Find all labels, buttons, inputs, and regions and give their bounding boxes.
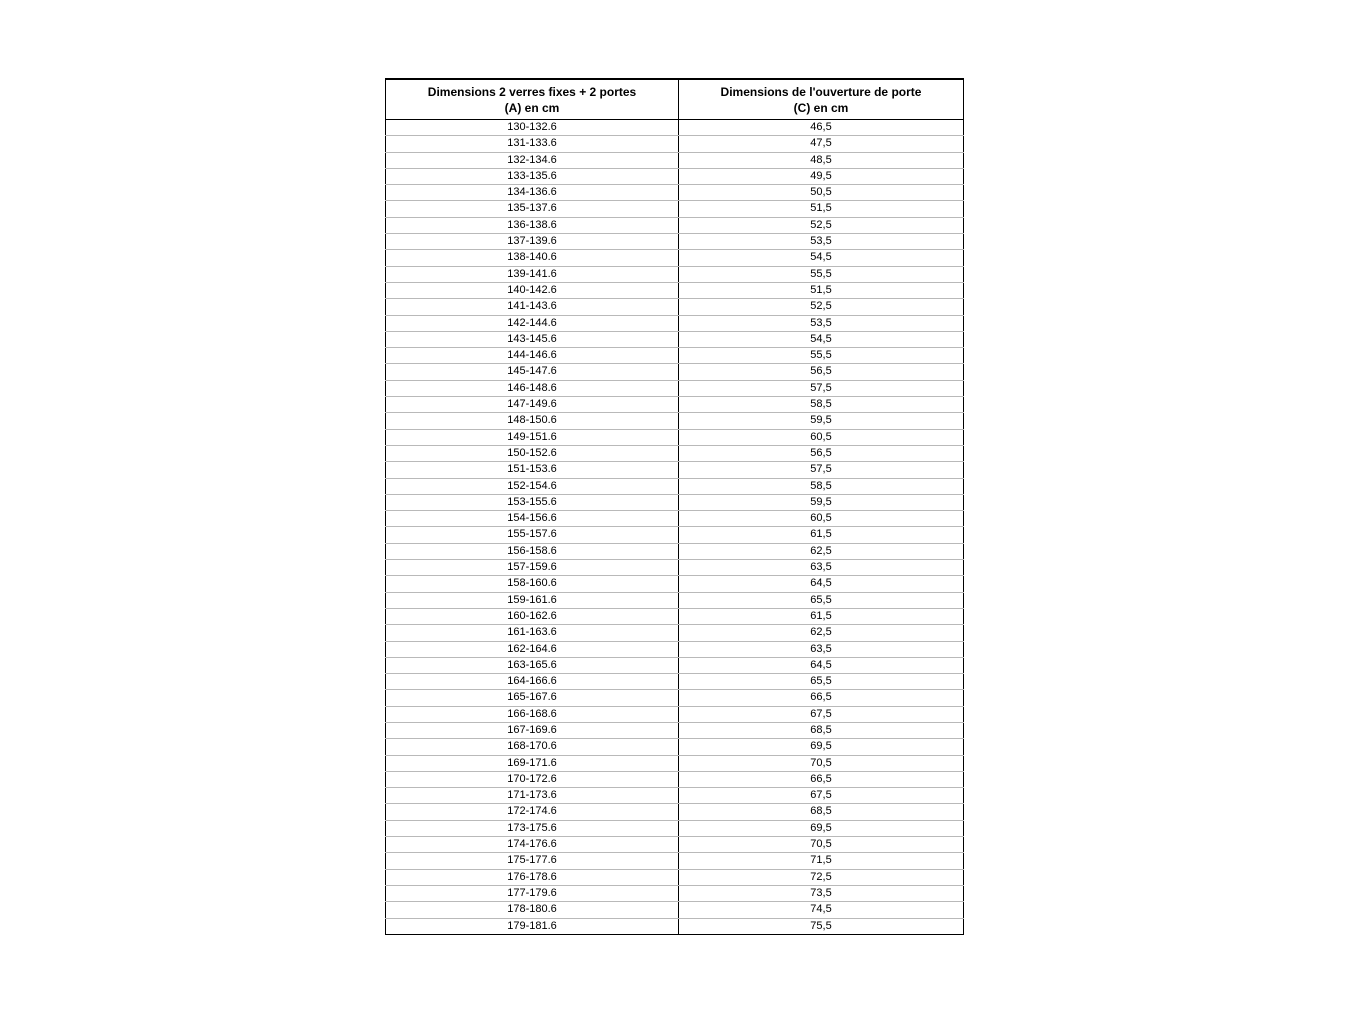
cell-dimension-a: 161-163.6 xyxy=(386,625,679,641)
header-dimension-c xyxy=(679,79,964,120)
cell-dimension-a: 157-159.6 xyxy=(386,560,679,576)
table-body xyxy=(386,120,964,935)
cell-dimension-c: 71,5 xyxy=(679,853,964,869)
header-dimension-a-line2: (A) en cm xyxy=(504,100,560,115)
table-row xyxy=(386,690,964,706)
cell-dimension-c: 68,5 xyxy=(679,804,964,820)
cell-dimension-c: 46,5 xyxy=(679,120,964,136)
table-row xyxy=(386,364,964,380)
cell-dimension-c: 57,5 xyxy=(679,380,964,396)
cell-dimension-c: 64,5 xyxy=(679,657,964,673)
table-row xyxy=(386,820,964,836)
cell-dimension-c: 73,5 xyxy=(679,885,964,901)
cell-dimension-a: 147-149.6 xyxy=(386,397,679,413)
cell-dimension-a: 156-158.6 xyxy=(386,543,679,559)
cell-dimension-c: 58,5 xyxy=(679,397,964,413)
table-row xyxy=(386,674,964,690)
table-row xyxy=(386,576,964,592)
cell-dimension-a: 154-156.6 xyxy=(386,511,679,527)
header-dimension-a xyxy=(386,79,679,120)
cell-dimension-c: 53,5 xyxy=(679,315,964,331)
cell-dimension-a: 141-143.6 xyxy=(386,299,679,315)
cell-dimension-c: 67,5 xyxy=(679,788,964,804)
table-row xyxy=(386,755,964,771)
cell-dimension-a: 142-144.6 xyxy=(386,315,679,331)
table-row xyxy=(386,429,964,445)
table-row xyxy=(386,837,964,853)
cell-dimension-a: 171-173.6 xyxy=(386,788,679,804)
table-row xyxy=(386,625,964,641)
table-row xyxy=(386,494,964,510)
table-row xyxy=(386,527,964,543)
dimensions-table xyxy=(385,78,964,935)
cell-dimension-c: 54,5 xyxy=(679,250,964,266)
table-row xyxy=(386,250,964,266)
table-row xyxy=(386,282,964,298)
cell-dimension-a: 131-133.6 xyxy=(386,136,679,152)
cell-dimension-a: 143-145.6 xyxy=(386,331,679,347)
cell-dimension-a: 132-134.6 xyxy=(386,152,679,168)
cell-dimension-c: 47,5 xyxy=(679,136,964,152)
table-row xyxy=(386,315,964,331)
table-row xyxy=(386,722,964,738)
cell-dimension-c: 66,5 xyxy=(679,771,964,787)
cell-dimension-a: 137-139.6 xyxy=(386,234,679,250)
cell-dimension-a: 176-178.6 xyxy=(386,869,679,885)
cell-dimension-c: 61,5 xyxy=(679,608,964,624)
cell-dimension-c: 56,5 xyxy=(679,364,964,380)
table-row xyxy=(386,608,964,624)
cell-dimension-a: 140-142.6 xyxy=(386,282,679,298)
cell-dimension-a: 155-157.6 xyxy=(386,527,679,543)
table-row xyxy=(386,462,964,478)
table-row xyxy=(386,853,964,869)
cell-dimension-c: 68,5 xyxy=(679,722,964,738)
cell-dimension-a: 163-165.6 xyxy=(386,657,679,673)
table-row xyxy=(386,299,964,315)
cell-dimension-c: 48,5 xyxy=(679,152,964,168)
cell-dimension-c: 58,5 xyxy=(679,478,964,494)
table-row xyxy=(386,869,964,885)
table-row xyxy=(386,331,964,347)
cell-dimension-c: 59,5 xyxy=(679,494,964,510)
cell-dimension-c: 50,5 xyxy=(679,185,964,201)
cell-dimension-c: 52,5 xyxy=(679,299,964,315)
table-row xyxy=(386,234,964,250)
cell-dimension-c: 66,5 xyxy=(679,690,964,706)
cell-dimension-a: 179-181.6 xyxy=(507,919,557,932)
table-row xyxy=(386,641,964,657)
header-dimension-c-line1: Dimensions de l'ouverture de porte xyxy=(720,84,922,99)
cell-dimension-c: 69,5 xyxy=(679,739,964,755)
cell-dimension-c: 65,5 xyxy=(679,674,964,690)
cell-dimension-a: 168-170.6 xyxy=(386,739,679,755)
table-row xyxy=(386,120,964,136)
cell-dimension-a: 173-175.6 xyxy=(386,820,679,836)
table-row xyxy=(386,560,964,576)
cell-dimension-a: 130-132.6 xyxy=(386,120,679,136)
table-row xyxy=(386,543,964,559)
cell-dimension-a: 178-180.6 xyxy=(386,902,679,918)
cell-dimension-a: 150-152.6 xyxy=(386,445,679,461)
cell-dimension-a: 149-151.6 xyxy=(386,429,679,445)
cell-dimension-a: 175-177.6 xyxy=(386,853,679,869)
cell-dimension-c: 53,5 xyxy=(679,234,964,250)
cell-dimension-a: 159-161.6 xyxy=(386,592,679,608)
cell-dimension-c: 60,5 xyxy=(679,511,964,527)
table-row xyxy=(386,168,964,184)
table-row xyxy=(386,771,964,787)
cell-dimension-c: 63,5 xyxy=(679,641,964,657)
cell-dimension-a: 148-150.6 xyxy=(386,413,679,429)
cell-dimension-c: 55,5 xyxy=(679,266,964,282)
table-row xyxy=(386,804,964,820)
cell-dimension-a: 151-153.6 xyxy=(386,462,679,478)
table-row xyxy=(386,739,964,755)
cell-dimension-c: 70,5 xyxy=(679,837,964,853)
header-dimension-a-line1: Dimensions 2 verres fixes + 2 portes xyxy=(427,84,637,99)
cell-dimension-a: 136-138.6 xyxy=(386,217,679,233)
cell-dimension-a: 135-137.6 xyxy=(386,201,679,217)
table-row xyxy=(386,918,964,934)
cell-dimension-c: 65,5 xyxy=(679,592,964,608)
table-row xyxy=(386,788,964,804)
cell-dimension-c: 51,5 xyxy=(679,201,964,217)
table-row xyxy=(386,136,964,152)
cell-dimension-a: 145-147.6 xyxy=(386,364,679,380)
cell-dimension-c: 63,5 xyxy=(679,560,964,576)
table-row xyxy=(386,201,964,217)
cell-dimension-a: 170-172.6 xyxy=(386,771,679,787)
cell-dimension-a: 153-155.6 xyxy=(386,494,679,510)
cell-dimension-c: 70,5 xyxy=(679,755,964,771)
table-row xyxy=(386,885,964,901)
cell-dimension-c: 55,5 xyxy=(679,348,964,364)
table-row xyxy=(386,152,964,168)
cell-dimension-c: 72,5 xyxy=(679,869,964,885)
table-row xyxy=(386,397,964,413)
cell-dimension-a: 165-167.6 xyxy=(386,690,679,706)
cell-dimension-a: 162-164.6 xyxy=(386,641,679,657)
header-row xyxy=(386,79,964,120)
table-row xyxy=(386,348,964,364)
cell-dimension-a: 144-146.6 xyxy=(386,348,679,364)
cell-dimension-c: 64,5 xyxy=(679,576,964,592)
cell-dimension-a: 152-154.6 xyxy=(386,478,679,494)
cell-dimension-a: 139-141.6 xyxy=(386,266,679,282)
table-row xyxy=(386,185,964,201)
cell-dimension-a: 134-136.6 xyxy=(386,185,679,201)
dimensions-table-container xyxy=(385,78,963,935)
table-row xyxy=(386,592,964,608)
cell-dimension-a: 133-135.6 xyxy=(386,168,679,184)
cell-dimension-c: 51,5 xyxy=(679,282,964,298)
cell-dimension-c: 67,5 xyxy=(679,706,964,722)
cell-dimension-c: 62,5 xyxy=(679,543,964,559)
table-row xyxy=(386,217,964,233)
cell-dimension-a: 158-160.6 xyxy=(386,576,679,592)
header-dimension-c-line2: (C) en cm xyxy=(793,100,849,115)
table-row xyxy=(386,445,964,461)
cell-dimension-c: 52,5 xyxy=(679,217,964,233)
cell-dimension-c: 60,5 xyxy=(679,429,964,445)
cell-dimension-c: 57,5 xyxy=(679,462,964,478)
table-row xyxy=(386,266,964,282)
table-row xyxy=(386,706,964,722)
cell-dimension-a: 174-176.6 xyxy=(386,837,679,853)
cell-dimension-c: 61,5 xyxy=(679,527,964,543)
cell-dimension-c: 54,5 xyxy=(679,331,964,347)
cell-dimension-c: 75,5 xyxy=(679,918,964,934)
table-row xyxy=(386,511,964,527)
cell-dimension-c: 56,5 xyxy=(679,445,964,461)
table-row xyxy=(386,657,964,673)
cell-dimension-a: 146-148.6 xyxy=(386,380,679,396)
cell-dimension-c: 49,5 xyxy=(679,168,964,184)
cell-dimension-a: 172-174.6 xyxy=(386,804,679,820)
table-row xyxy=(386,902,964,918)
cell-dimension-a: 164-166.6 xyxy=(386,674,679,690)
cell-dimension-c: 74,5 xyxy=(679,902,964,918)
cell-dimension-a: 169-171.6 xyxy=(386,755,679,771)
table-row xyxy=(386,380,964,396)
table-row xyxy=(386,413,964,429)
cell-dimension-c: 62,5 xyxy=(679,625,964,641)
cell-dimension-a: 138-140.6 xyxy=(386,250,679,266)
cell-dimension-a: 166-168.6 xyxy=(386,706,679,722)
cell-dimension-a: 160-162.6 xyxy=(386,608,679,624)
cell-dimension-c: 69,5 xyxy=(679,820,964,836)
cell-dimension-a: 167-169.6 xyxy=(386,722,679,738)
cell-dimension-c: 59,5 xyxy=(679,413,964,429)
cell-dimension-a: 177-179.6 xyxy=(386,885,679,901)
table-header xyxy=(386,79,964,120)
table-row xyxy=(386,478,964,494)
